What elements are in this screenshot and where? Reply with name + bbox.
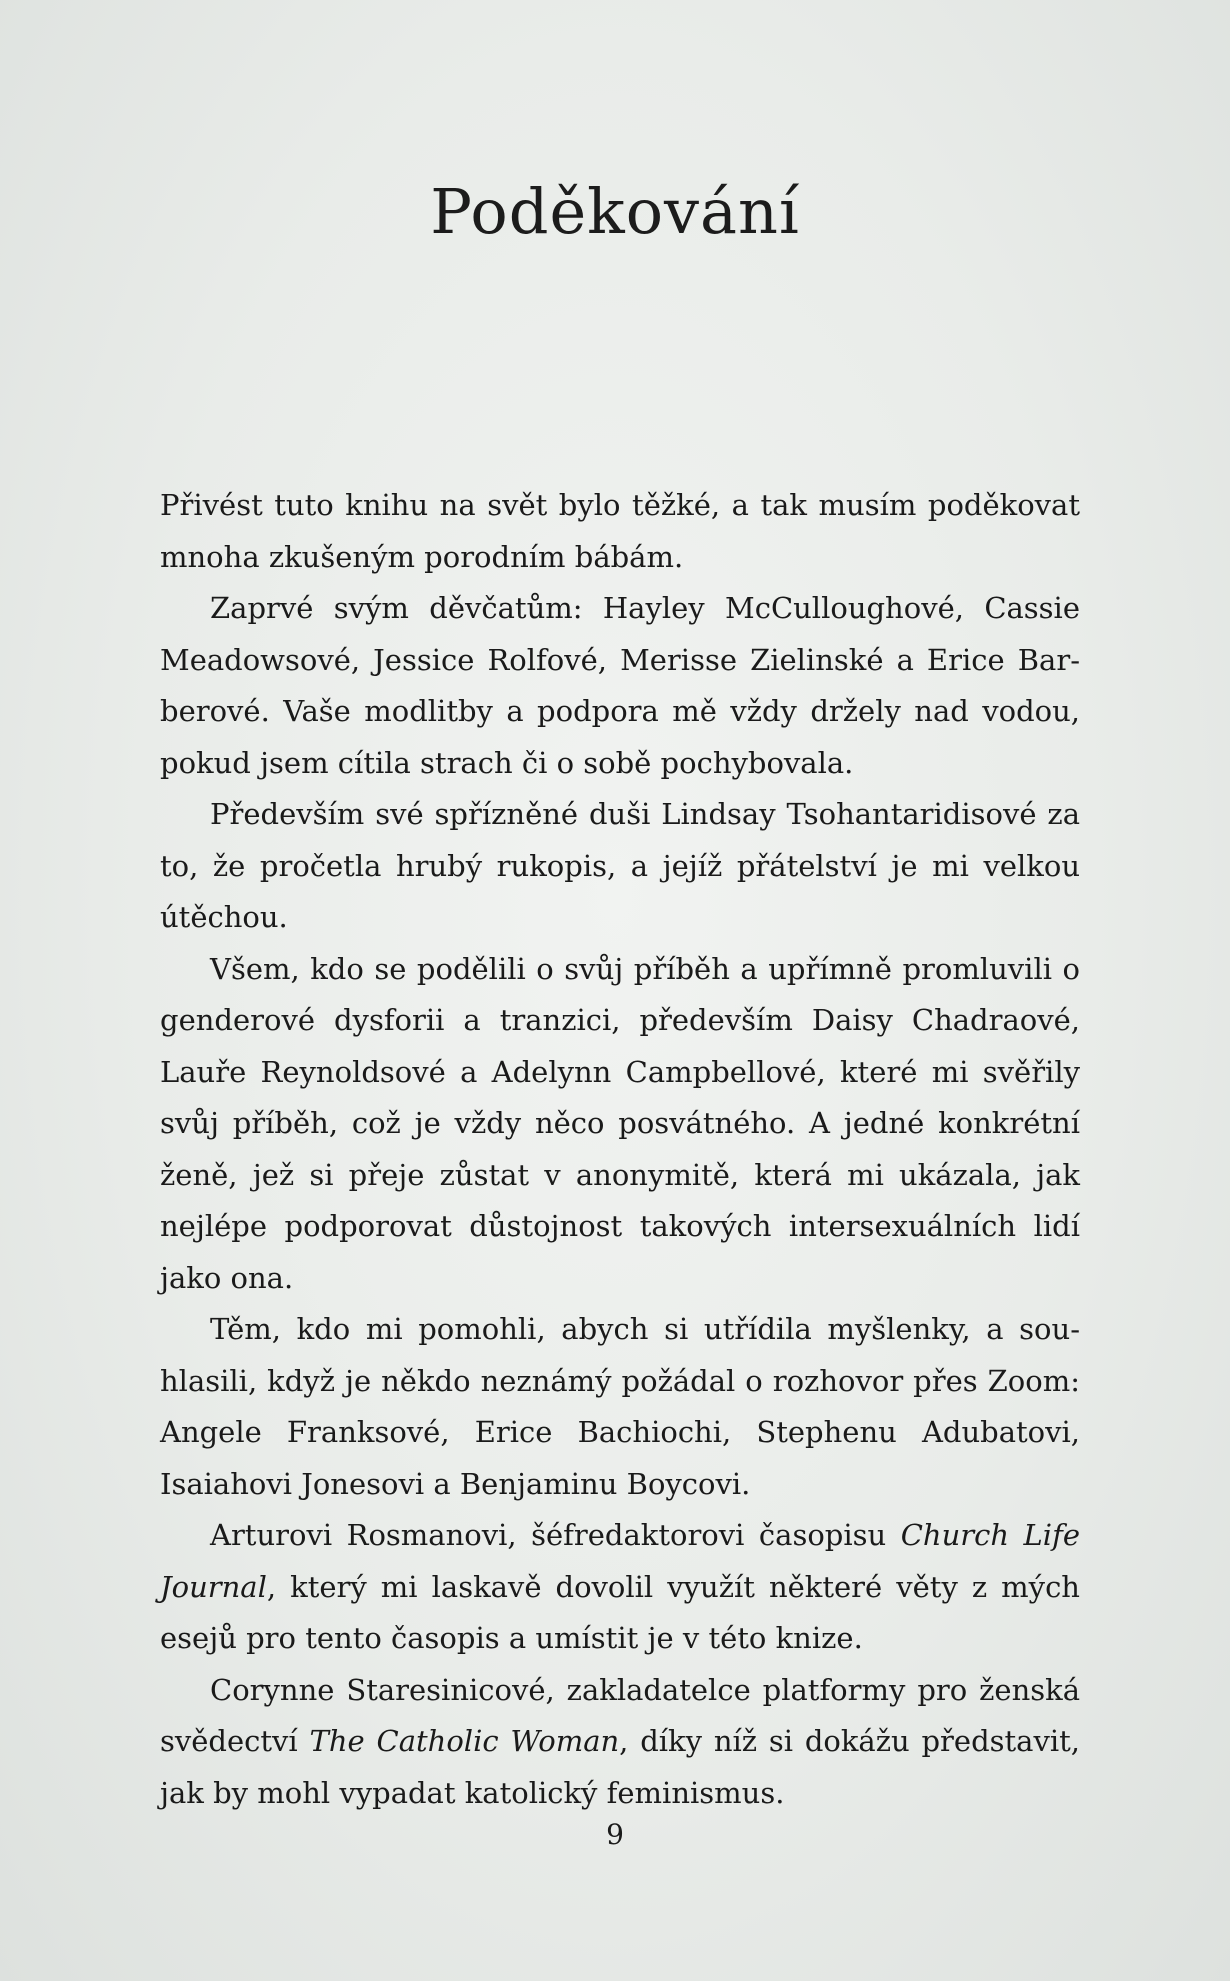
paragraph-text: Těm, kdo mi pomohli, abych si utřídila myšlenky, a souhlasili, když je někdo neznámý požádal o rozhovor přes Zoom: Angele Franksové, Erice Bachiochi, Stephenu Adubatovi, Isaiahovi Jonesovi a Benjaminu Boycovi.	[160, 1312, 1080, 1501]
paragraph-text: Přivést tuto knihu na svět bylo těžké, a tak musím poděkovat mnoha zkušeným porodním bábám.	[160, 488, 1080, 574]
acknowledgements-body	[160, 480, 1080, 1819]
paragraph	[160, 944, 1080, 1305]
platform-title: The Catholic Woman	[309, 1724, 620, 1758]
paragraph	[160, 1510, 1080, 1665]
paragraph-text: , který mi laskavě dovolil využít některé věty z mých esejů pro tento časopis a umístit je v této knize.	[160, 1569, 1080, 1655]
page-title: Poděkování	[430, 175, 800, 248]
paragraph	[160, 1304, 1080, 1510]
page-number: 9	[606, 1818, 624, 1851]
paragraph	[160, 583, 1080, 789]
paragraph-text: Corynne Staresinicové, zakladatelce platformy pro ženská svědectví	[160, 1672, 1080, 1758]
paragraph-text: , díky níž si dokážu představit, jak by mohl vypadat katolický feminismus.	[160, 1724, 1080, 1810]
journal-title: Church Life Journal	[160, 1518, 1080, 1604]
paragraph	[160, 1665, 1080, 1820]
paragraph	[160, 480, 1080, 583]
paragraph-text: Arturovi Rosmanovi, šéfredaktorovi časopisu	[210, 1518, 901, 1552]
paragraph-text: Všem, kdo se podělili o svůj příběh a upřímně promluvili o genderové dysforii a tranzici, především Daisy Chadraové, Lauře Reynoldsové a Adelynn Campbellové, které mi svěřily svůj příběh, což je vždy něco posvátného. A jedné konkrétní ženě, jež si přeje zůstat v anonymitě, která mi ukázala, jak nejlépe podporovat důstojnost takových intersexuálních lidí jako ona.	[160, 951, 1080, 1295]
paragraph-text: Především své spřízněné duši Lindsay Tsohantaridisové za to, že pročetla hrubý rukopis, a jejíž přátelství je mi velkou útěchou.	[160, 797, 1080, 934]
paragraph-text: Zaprvé svým děvčatům: Hayley McCulloughové, Cassie Meadowsové, Jessice Rolfové, Merisse Zielinské a Erice Barberové. Vaše modlitby a podpora mě vždy držely nad vodou, pokud jsem cítila strach či o sobě pochybovala.	[160, 591, 1080, 780]
paragraph	[160, 789, 1080, 944]
